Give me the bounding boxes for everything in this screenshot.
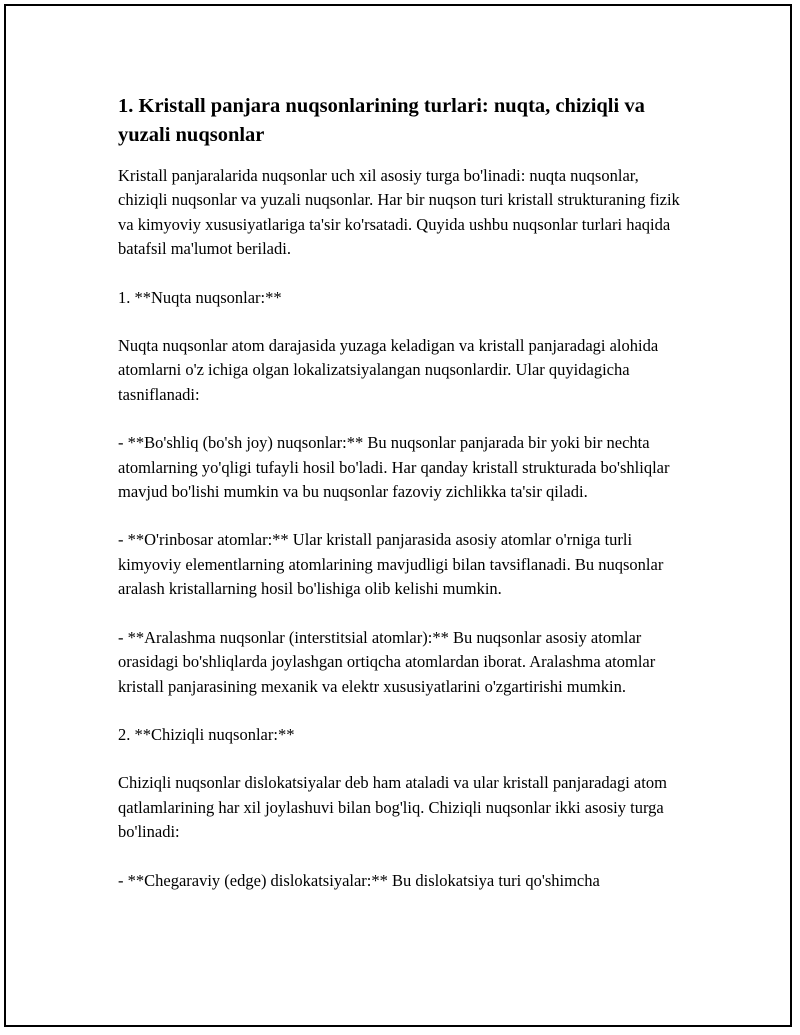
interstitial-defects-item: - **Aralashma nuqsonlar (interstitsial atomlar):** Bu nuqsonlar asosiy atomlar orasidagi bo'shliqlarda joylashgan ortiqcha atomlardan iborat. Aralashma atomlar kristall panjarasining mexanik va elektr xususiyatlarini o'zgartirishi mumkin. [118,627,656,696]
document-body [118,92,688,917]
document-title: 1. Kristall panjara nuqsonlarining turlari: nuqta, chiziqli va yuzali nuqsonlar [118,95,645,146]
line-defects-paragraph: Chiziqli nuqsonlar dislokatsiyalar deb ham ataladi va ular kristall panjaradagi atom qatlamlarining har xil joylashuvi bilan bog'liq. Chiziqli nuqsonlar ikki asosiy turga bo'linadi: [118,773,667,842]
intro-paragraph: Kristall panjaralarida nuqsonlar uch xil asosiy turga bo'linadi: nuqta nuqsonlar, chiziqli nuqsonlar va yuzali nuqsonlar. Har bir nuqson turi kristall strukturaning fizik va kimyoviy xususiyatlariga ta'sir ko'rsatadi. Quyida ushbu nuqsonlar turlari haqida batafsil ma'lumot beriladi. [118,166,680,259]
vacancy-defects-item: - **Bo'shliq (bo'sh joy) nuqsonlar:** Bu nuqsonlar panjarada bir yoki bir nechta atomlarning yo'qligi tufayli hosil bo'ladi. Har qanday kristall strukturada bo'shliqlar mavjud bo'lishi mumkin va bu nuqsonlar fazoviy zichlikka ta'sir qiladi. [118,433,670,502]
section-heading-point-defects: 1. **Nuqta nuqsonlar:** [118,287,282,307]
substitutional-atoms-item: - **O'rinbosar atomlar:** Ular kristall panjarasida asosiy atomlar o'rniga turli kimyoviy elementlarning atomlarining mavjudligi bilan tavsiflanadi. Bu nuqsonlar aralash kristallarning hosil bo'lishiga olib kelishi mumkin. [118,530,664,599]
point-defects-paragraph: Nuqta nuqsonlar atom darajasida yuzaga keladigan va kristall panjaradagi alohida atomlarni o'z ichiga olgan lokalizatsiyalangan nuqsonlardir. Ular quyidagicha tasniflanadi: [118,336,659,404]
edge-dislocations-item: - **Chegaraviy (edge) dislokatsiyalar:** Bu dislokatsiya turi qo'shimcha [118,870,600,890]
section-heading-line-defects: 2. **Chiziqli nuqsonlar:** [118,724,295,744]
